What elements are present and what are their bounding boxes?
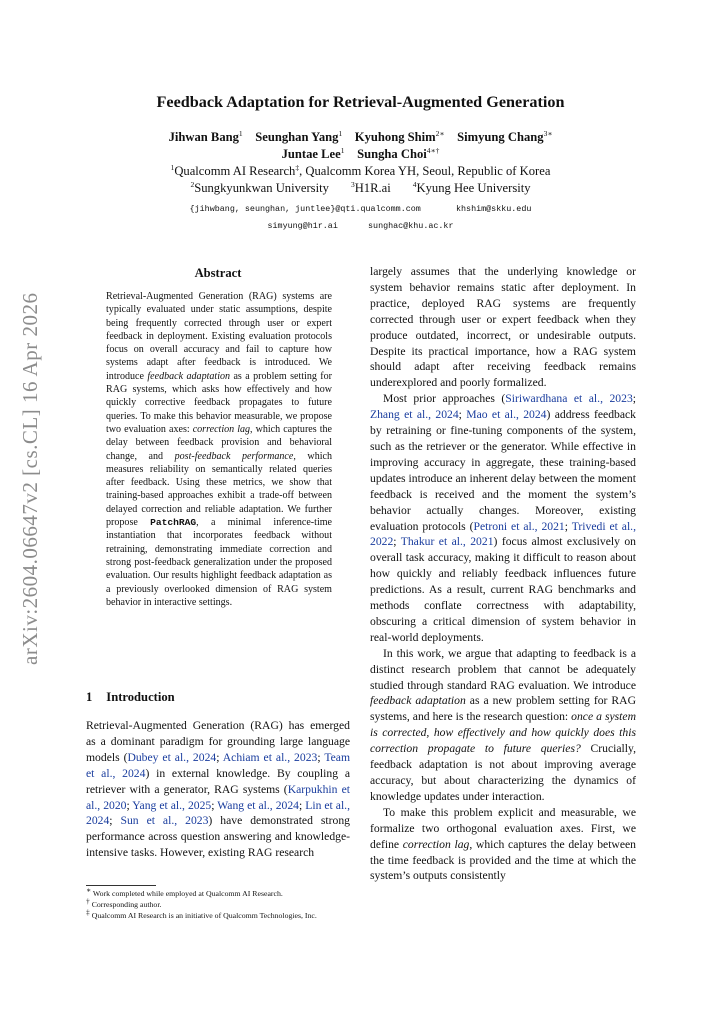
affil-mark: 1 <box>170 162 175 172</box>
citation-link[interactable]: Lin et al., 2024 <box>86 798 351 828</box>
citation-link[interactable]: Petroni et al., 2021 <box>473 519 565 533</box>
section-heading: 1 Introduction <box>86 690 175 704</box>
paragraph: In this work, we argue that adapting to feedback is a distinct research problem that cannot be adequately studied through standard RAG evaluation. We introduce feedback adaptation as a new problem setting for RAG systems, and here is the research question: once a system is corrected, how effectively and how quickly does this correction propagate to future queries? Crucially, feedback adaptation is not about improving average accuracy, but about characterizing the dynamics of knowledge updates under interaction. <box>370 646 636 803</box>
affil-mark: ‡ <box>295 162 300 172</box>
email: khshim@skku.edu <box>456 204 532 214</box>
author-affil: 2∗ <box>435 128 445 138</box>
email: {jihwbang, seunghan, juntlee}@qti.qualcomm.com <box>189 204 421 214</box>
author: Seunghan Yang <box>255 130 339 144</box>
paragraph: largely assumes that the underlying knowledge or system behavior remains static after deployment. In practice, deployed RAG systems are frequently corrected through user or expert feedback when they produce outdated, incorrect, or undesirable outputs. Despite its practical importance, how a RAG system should adapt after receiving feedback remains underexplored and poorly formalized. <box>370 265 636 390</box>
affil-mark: 3 <box>350 179 355 189</box>
citation-link[interactable]: Wang et al., 2024 <box>217 798 299 812</box>
email: simyung@h1r.ai <box>267 221 338 231</box>
footnote: ‡ Qualcomm AI Research is an initiative of Qualcomm Technologies, Inc. <box>86 907 317 920</box>
affiliation-line-1 <box>0 163 721 179</box>
intro-paragraph: Retrieval-Augmented Generation (RAG) has emerged as a dominant paradigm for grounding large language models (Dubey et al., 2024; Achiam et al., 2023; Team et al., 2024) in external knowledge. By coupling a retriever with a generator, RAG systems (Karpukhin et al., 2020; Yang et al., 2025; Wang et al., 2024; Lin et al., 2024; Sun et al., 2023) have demonstrated strong performance across question answering and knowledge-intensive tasks. However, existing RAG research <box>86 719 351 860</box>
citation-link[interactable]: Karpukhin et al., 2020 <box>86 782 350 812</box>
citation-link[interactable]: Mao et al., 2024 <box>466 408 547 422</box>
citation-link[interactable]: Siriwardhana et al., 2023 <box>505 392 633 406</box>
author: Kyuhong Shim <box>354 130 436 144</box>
author-affil: 1 <box>238 128 243 138</box>
author: Juntae Lee <box>281 147 341 161</box>
footnote: ∗ Work completed while employed at Qualcomm AI Research. <box>86 885 283 898</box>
affiliation: H1R.ai <box>354 181 391 195</box>
affil-mark: 2 <box>190 179 195 189</box>
arxiv-identifier: arXiv:2604.06647v2 [cs.CL] 16 Apr 2026 <box>18 292 42 665</box>
citation-link[interactable]: Dubey et al., 2024 <box>127 750 217 764</box>
footnote-rule <box>86 885 156 886</box>
author: Jihwan Bang <box>168 130 239 144</box>
affiliation-line-2 <box>0 180 721 196</box>
affiliation: Kyung Hee University <box>416 181 531 195</box>
abstract-heading: Abstract <box>194 266 242 280</box>
author-affil: 3∗ <box>543 128 553 138</box>
email-line-2 <box>0 221 721 231</box>
author-line-1 <box>0 129 721 145</box>
footnote: † Corresponding author. <box>86 896 162 909</box>
citation-link[interactable]: Yang et al., 2025 <box>132 798 212 812</box>
author: Simyung Chang <box>457 130 544 144</box>
paragraph: Most prior approaches (Siriwardhana et al., 2023; Zhang et al., 2024; Mao et al., 2024) address feedback by retraining or fine-tuning components of the system, such as the retriever or the generator. While effective in improving accuracy in aggregate, these training-based updates introduce an inherent delay between the moment feedback is received and the moment the system’s behavior actually changes. Moreover, existing evaluation protocols (Petroni et al., 2021; Trivedi et al., 2022; Thakur et al., 2021) focus almost exclusively on overall task accuracy, making it difficult to reason about how quickly and reliably feedback influences future predictions. As a result, current RAG benchmarks and methods conflate correctness with adaptability, obscuring a critical dimension of system behavior in real-world deployments. <box>370 392 637 644</box>
author-affil: 1 <box>338 128 343 138</box>
affiliation: Sungkyunkwan University <box>194 181 329 195</box>
right-column <box>370 264 636 884</box>
affil-mark: 4 <box>412 179 417 189</box>
citation-link[interactable]: Achiam et al., 2023 <box>222 750 318 764</box>
citation-link[interactable]: Zhang et al., 2024 <box>370 408 459 422</box>
affiliation: , Qualcomm Korea YH, Seoul, Republic of Korea <box>299 164 551 178</box>
paragraph: To make this problem explicit and measurable, we formalize two orthogonal evaluation axes. First, we define correction lag, which captures the delay between the time feedback is provided and the time at which the system’s outputs consistently <box>370 805 636 883</box>
author-affil: 1 <box>340 145 345 155</box>
email-line-1 <box>0 204 721 214</box>
citation-link[interactable]: Trivedi et al., 2022 <box>370 519 636 549</box>
method-name: PatchRAG <box>150 517 197 529</box>
citation-link[interactable]: Thakur et al., 2021 <box>400 535 494 549</box>
affiliation: Qualcomm AI Research <box>174 164 296 178</box>
author: Sungha Choi <box>357 147 427 161</box>
author-affil: 4∗† <box>426 145 440 155</box>
paper-title: Feedback Adaptation for Retrieval-Augmented Generation <box>156 93 565 111</box>
citation-link[interactable]: Team et al., 2024 <box>86 750 350 780</box>
email: sunghac@khu.ac.kr <box>368 221 454 231</box>
abstract-body: Retrieval-Augmented Generation (RAG) systems are typically evaluated under static assumptions, despite being frequently corrected through user or expert feedback in deployment. Existing evaluation protocols focus on overall accuracy and fail to capture how systems adapt after feedback is introduced. We introduce feedback adaptation as a problem setting for RAG systems, which asks how effectively and how quickly corrective feedback propagates to future queries. To make this behavior measurable, we propose two evaluation axes: correction lag, which captures the delay between feedback provision and behavioral change, and post-feedback performance, which measures reliability on semantically related queries after feedback. Using these metrics, we show that training-based approaches exhibit a trade-off between delayed correction and reliable adaptation. We further propose PatchRAG, a minimal inference-time instantiation that incorporates feedback without retraining, demonstrating immediate correction and strong post-feedback generalization under the proposed evaluation. Our results highlight feedback adaptation as a previously overlooked dimension of RAG system behavior in interactive settings. <box>106 291 333 608</box>
author-line-2 <box>0 146 721 162</box>
citation-link[interactable]: Sun et al., 2023 <box>120 814 209 828</box>
